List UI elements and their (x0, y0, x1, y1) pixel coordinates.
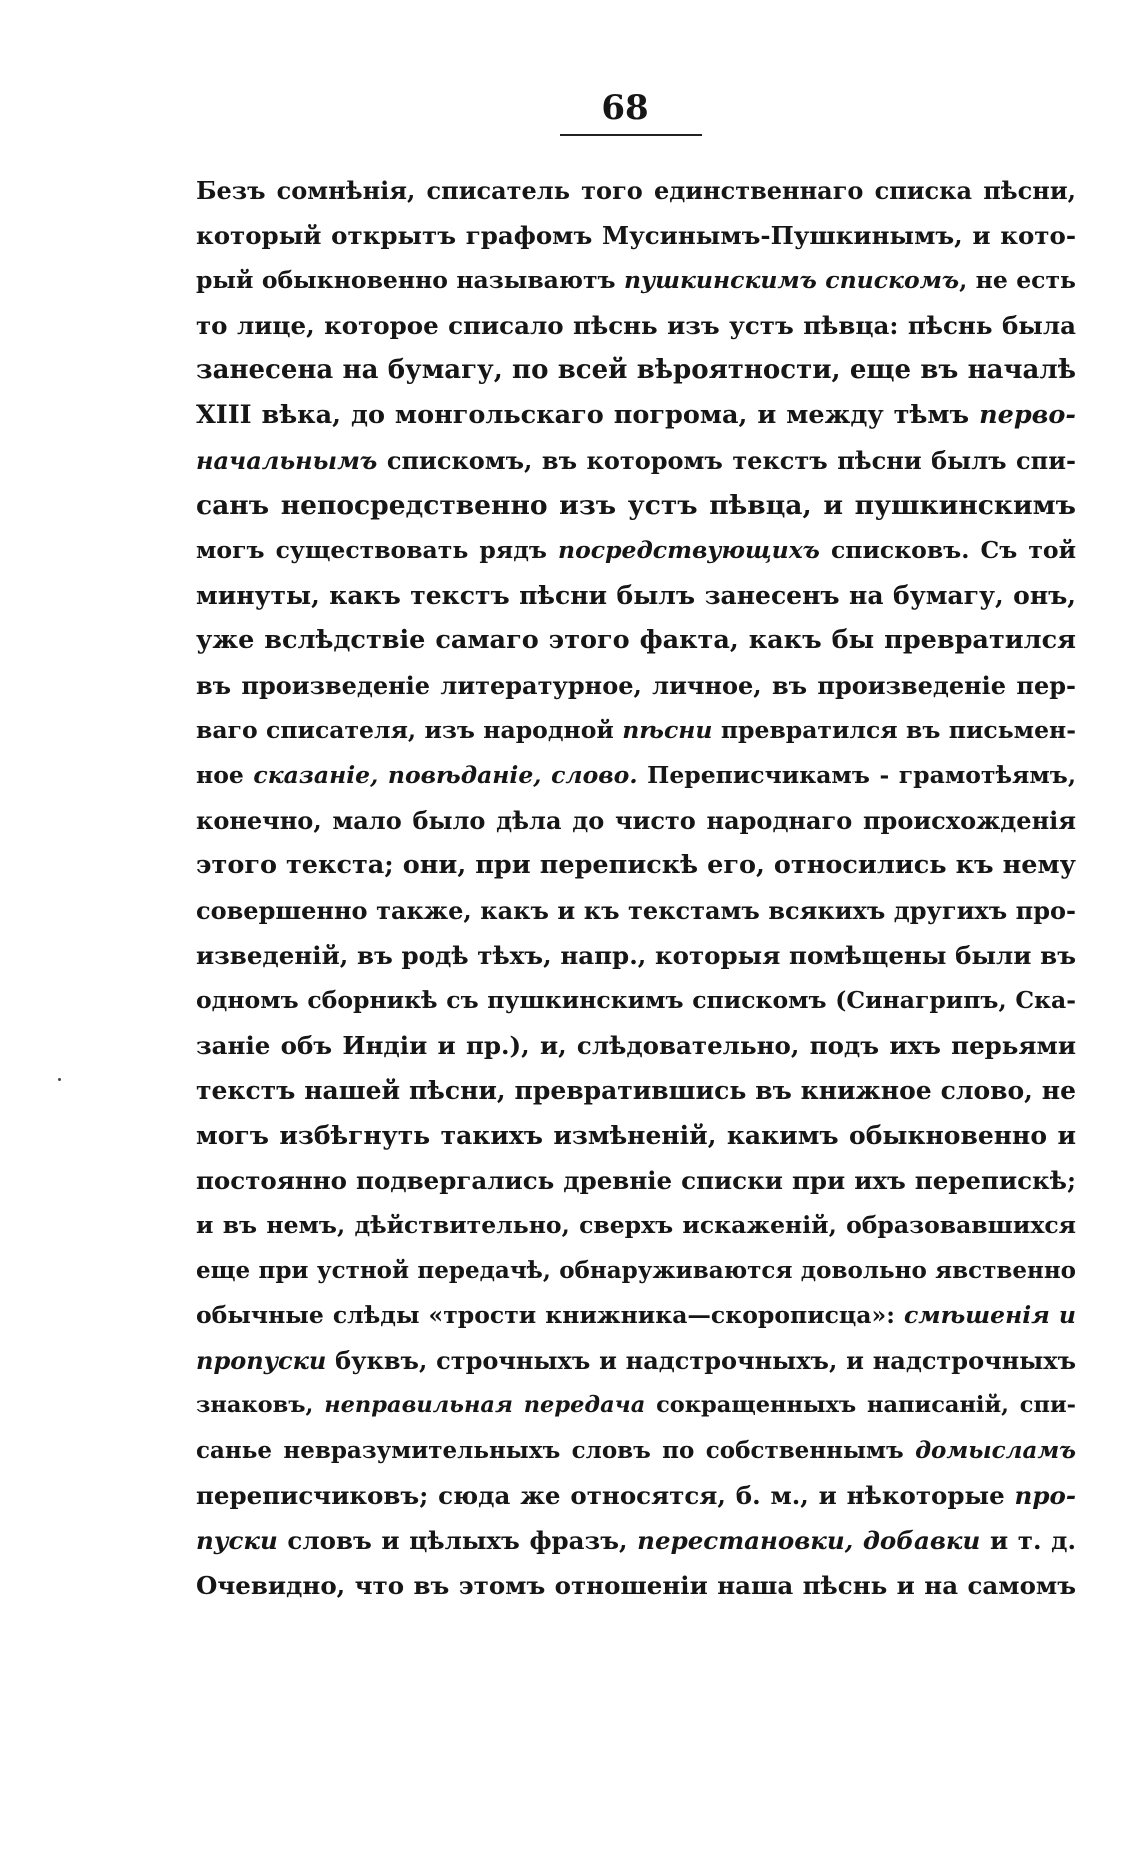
italic-text: пропуски (196, 1346, 327, 1375)
text-segment: XIII вѣка, до монгольскаго погрома, и между тѣмъ (196, 400, 980, 430)
page-number: 68 (601, 88, 649, 128)
italic-text: про- (1014, 1481, 1076, 1510)
text-line (196, 1563, 1076, 1608)
text-line (196, 753, 1076, 798)
text-line (196, 1248, 1076, 1293)
text-line (196, 483, 1076, 528)
text-line (196, 573, 1076, 618)
text-line (196, 1473, 1076, 1518)
text-segment: Переписчикамъ - грамотѣямъ, (637, 761, 1076, 789)
text-line (196, 213, 1076, 258)
text-segment: санъ непосредственно изъ устъ пѣвца, и пушкинскимъ (196, 490, 1076, 521)
text-segment: буквъ, строчныхъ и надстрочныхъ, и надстрочныхъ (326, 1346, 1076, 1375)
text-segment: сокращенныхъ написаній, спи- (645, 1392, 1076, 1418)
text-segment: заніе объ Индіи и пр.), и, слѣдовательно, подъ ихъ перьями (196, 1031, 1076, 1060)
text-line (196, 303, 1076, 348)
italic-text: пѣсни (622, 716, 713, 744)
text-line (196, 978, 1076, 1023)
text-segment: переписчиковъ; сюда же относятся, б. м., и нѣкоторые (196, 1481, 1015, 1510)
text-segment: уже вслѣдствіе самаго этого факта, какъ бы превратился (196, 625, 1076, 655)
text-segment: санье невразумительныхъ словъ по собственнымъ (196, 1437, 916, 1464)
text-segment: обычные слѣды «трости книжника—скорописца»: (196, 1301, 904, 1329)
text-line (196, 528, 1076, 573)
italic-text: сказаніе, повѣданіе, слово. (253, 761, 638, 789)
text-segment: еще при устной передачѣ, обнаруживаются довольно явственно (196, 1257, 1076, 1284)
body-text (196, 168, 1076, 1608)
text-segment: изведеній, въ родѣ тѣхъ, напр., которыя помѣщены были въ (196, 941, 1076, 970)
text-line (196, 1203, 1076, 1248)
text-line (196, 1428, 1076, 1473)
text-segment: и въ немъ, дѣйствительно, сверхъ искаженій, образовавшихся (196, 1211, 1076, 1239)
text-segment: въ произведеніе литературное, личное, въ произведеніе пер- (196, 671, 1076, 700)
text-segment: рый обыкновенно называютъ (196, 266, 624, 294)
text-segment: ваго списателя, изъ народной (196, 716, 623, 744)
text-line (196, 1113, 1076, 1158)
italic-text: смѣшенія и (903, 1301, 1076, 1329)
text-line (196, 843, 1076, 888)
text-segment: превратился въ письмен- (712, 716, 1076, 744)
text-line (196, 1338, 1076, 1383)
italic-text: перестановки, добавки (637, 1526, 981, 1555)
text-line (196, 1518, 1076, 1563)
text-line (196, 393, 1076, 438)
italic-text: начальнымъ (196, 446, 378, 475)
italic-text: перво- (979, 400, 1076, 430)
text-line (196, 348, 1076, 393)
text-segment: этого текста; они, при перепискѣ его, относились къ нему (196, 850, 1076, 880)
text-segment: знаковъ, (196, 1392, 325, 1418)
text-segment: могъ избѣгнуть такихъ измѣненій, какимъ обыкновенно и (196, 1121, 1076, 1150)
text-line (196, 1068, 1076, 1113)
text-segment: занесена на бумагу, по всей вѣроятности, еще въ началѣ (196, 355, 1076, 385)
text-line (196, 438, 1076, 483)
text-segment: ное (196, 761, 254, 789)
text-segment: минуты, какъ текстъ пѣсни былъ занесенъ на бумагу, онъ, (196, 581, 1076, 610)
italic-text: посредствующихъ (558, 536, 820, 564)
italic-text: домысламъ (915, 1437, 1076, 1464)
text-line (196, 708, 1076, 753)
text-line (196, 663, 1076, 708)
text-line (196, 798, 1076, 843)
text-line (196, 933, 1076, 978)
text-segment: могъ существовать рядъ (196, 536, 559, 564)
text-line (196, 258, 1076, 303)
italic-text: пуски (196, 1526, 278, 1555)
text-segment: спискомъ, въ которомъ текстъ пѣсни былъ спи- (377, 446, 1076, 475)
text-segment: Безъ сомнѣнія, списатель того единственнаго списка пѣсни, (196, 176, 1076, 205)
text-segment: текстъ нашей пѣсни, превратившись въ книжное слово, не (196, 1076, 1076, 1105)
text-segment: который открытъ графомъ Мусинымъ-Пушкинымъ, и кото- (196, 221, 1076, 250)
text-segment: конечно, мало было дѣла до чисто народнаго происхожденія (196, 806, 1076, 835)
italic-text: неправильная передача (324, 1392, 646, 1418)
text-segment: , не есть (959, 266, 1076, 294)
text-line (196, 1293, 1076, 1338)
text-line (196, 618, 1076, 663)
text-segment: постоянно подвергались древніе списки при ихъ перепискѣ; (196, 1166, 1076, 1195)
text-segment: одномъ сборникѣ съ пушкинскимъ спискомъ (Синагрипъ, Ска- (196, 986, 1076, 1014)
text-segment: и т. д. (980, 1526, 1076, 1555)
text-line (196, 168, 1076, 213)
text-segment: списковъ. Съ той (819, 536, 1076, 564)
text-segment: Очевидно, что въ этомъ отношеніи наша пѣснь и на самомъ (196, 1571, 1076, 1600)
text-segment: совершенно также, какъ и къ текстамъ всякихъ другихъ про- (196, 896, 1076, 925)
text-line (196, 888, 1076, 933)
page-number-rule (560, 134, 702, 136)
text-segment: словъ и цѣлыхъ фразъ, (277, 1526, 638, 1555)
text-segment: то лице, которое списало пѣснь изъ устъ пѣвца: пѣснь была (196, 311, 1076, 340)
text-line (196, 1158, 1076, 1203)
text-line (196, 1023, 1076, 1068)
italic-text: пушкинскимъ спискомъ (624, 266, 960, 294)
margin-speck (58, 1078, 61, 1081)
text-line (196, 1383, 1076, 1428)
